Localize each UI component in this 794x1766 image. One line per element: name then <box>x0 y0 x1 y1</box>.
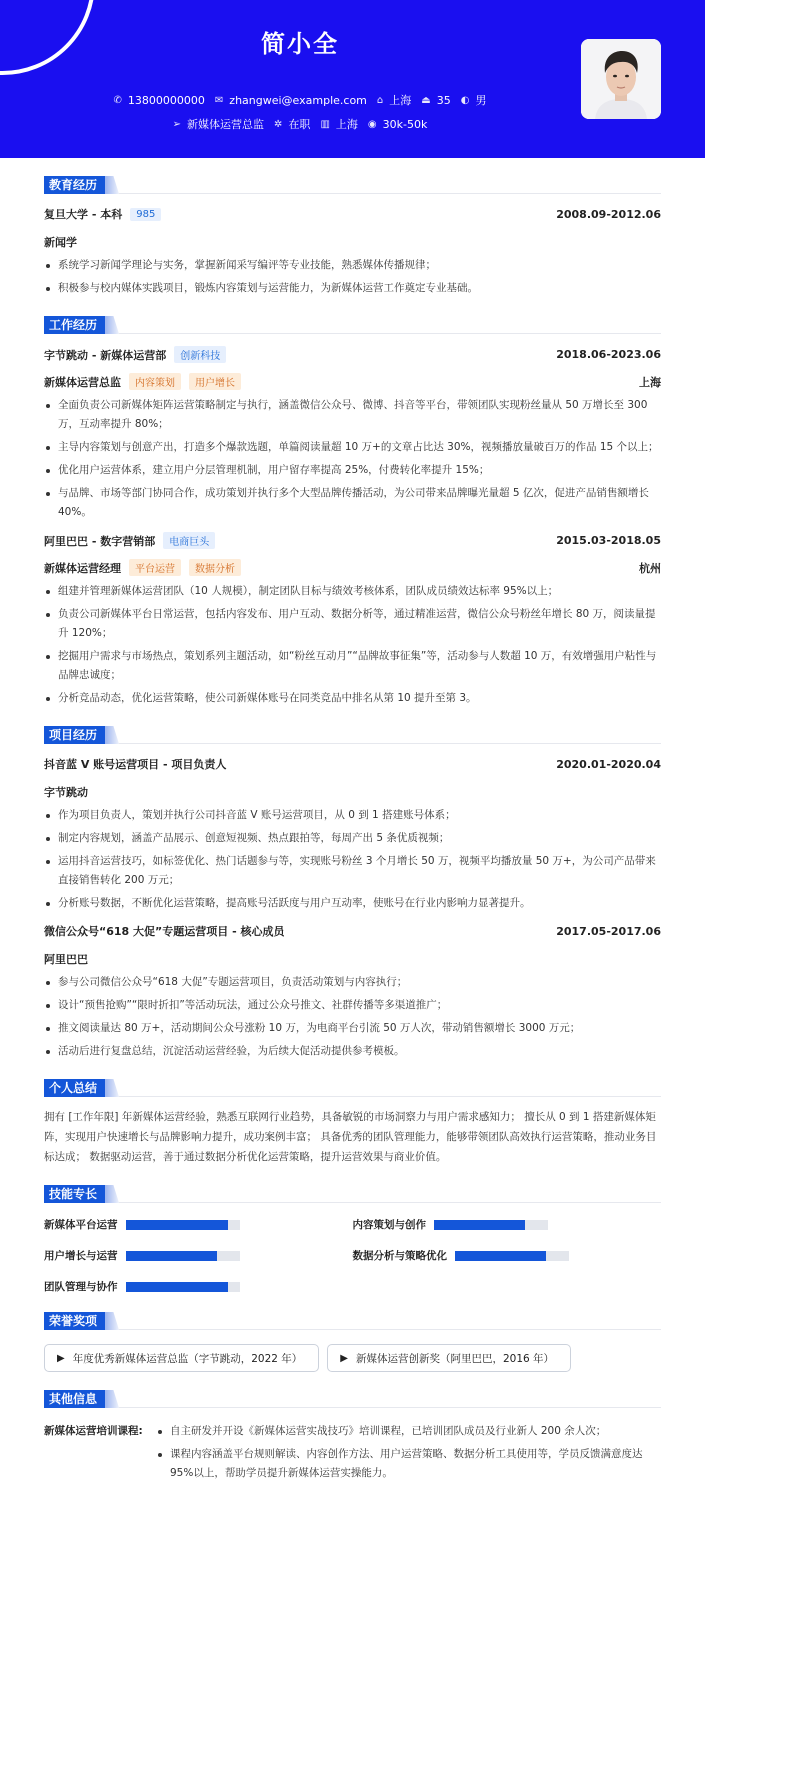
list-item: 主导内容策划与创意产出，打造多个爆款选题，单篇阅读量超 10 万+的文章占比达 30%，视频播放量破百万的作品 15 个以上； <box>44 438 661 457</box>
skill-bar <box>126 1251 240 1261</box>
honor-text: 新媒体运营创新奖（阿里巴巴，2016 年） <box>355 1352 555 1365</box>
projects-section <box>44 726 661 1061</box>
skills-grid <box>44 1217 661 1294</box>
contact-text: 上海 <box>389 94 412 107</box>
resume-header <box>0 0 705 158</box>
company-name: 字节跳动 - 新媒体运营部 <box>44 348 167 362</box>
skill-bar-fill <box>126 1251 217 1261</box>
position: 新媒体运营总监 <box>44 375 121 389</box>
list-item: 设计“预售抢购”“限时折扣”等活动玩法，通过公众号推文、社群传播等多渠道推广； <box>44 996 661 1015</box>
job-bullets <box>44 396 661 522</box>
list-item: 系统学习新闻学理论与实务，掌握新闻采写编评等专业技能，熟悉媒体传播规律； <box>44 256 661 275</box>
job-entry <box>44 346 661 522</box>
skill-bar-fill <box>455 1251 546 1261</box>
list-item: 活动后进行复盘总结，沉淀活动运营经验，为后续大促活动提供参考模板。 <box>44 1042 661 1061</box>
section-title: 其他信息 <box>44 1390 105 1408</box>
company-tag: 电商巨头 <box>163 532 215 549</box>
send-icon: ➢ <box>172 118 182 130</box>
list-item: 推文阅读量达 80 万+，活动期间公众号涨粉 10 万，为电商平台引流 50 万人次，带动销售额增长 3000 万元； <box>44 1019 661 1038</box>
school-name: 复旦大学 - 本科 <box>44 208 123 221</box>
job-entry <box>44 532 661 708</box>
triangle-icon: ▶ <box>57 1352 65 1364</box>
project-name: 微信公众号“618 大促”专题运营项目 - 核心成员 <box>44 925 285 938</box>
skill-tag: 平台运营 <box>129 559 181 576</box>
school-tag: 985 <box>130 208 161 221</box>
intent-item <box>274 116 310 132</box>
skill-label: 新媒体平台运营 <box>44 1219 118 1231</box>
job-city: 杭州 <box>639 561 661 575</box>
list-item: 积极参与校内媒体实践项目，锻炼内容策划与运营能力，为新媒体运营工作奠定专业基础。 <box>44 279 661 298</box>
skill-item <box>353 1217 662 1232</box>
section-title: 工作经历 <box>44 316 105 334</box>
skill-bar <box>434 1220 548 1230</box>
list-item: 优化用户运营体系，建立用户分层管理机制，用户留存率提高 25%，付费转化率提升 15%； <box>44 461 661 480</box>
honors-section <box>44 1312 661 1372</box>
phone-icon: ✆ <box>113 94 122 106</box>
contact-item <box>421 92 450 108</box>
project-org: 阿里巴巴 <box>44 953 88 966</box>
skill-item <box>44 1217 353 1232</box>
skill-item <box>353 1248 662 1263</box>
other-label: 新媒体运营培训课程: <box>44 1425 143 1437</box>
intent-item <box>173 116 264 132</box>
contact-item <box>114 92 205 108</box>
skill-tag: 用户增长 <box>189 373 241 390</box>
skill-tag: 内容策划 <box>129 373 181 390</box>
intent-item <box>320 116 357 132</box>
project-bullets <box>44 806 661 913</box>
skills-section <box>44 1185 661 1294</box>
summary-section <box>44 1079 661 1167</box>
avatar <box>581 39 661 119</box>
skill-label: 团队管理与协作 <box>44 1281 118 1293</box>
project-name: 抖音蓝 V 账号运营项目 - 项目负责人 <box>44 758 227 771</box>
job-date: 2018.06-2023.06 <box>556 348 661 361</box>
job-bullets <box>44 582 661 708</box>
skill-bar-fill <box>126 1220 229 1230</box>
honor-text: 年度优秀新媒体运营总监（字节跳动，2022 年） <box>72 1352 303 1365</box>
list-item: 与品牌、市场等部门协同合作，成功策划并执行多个大型品牌传播活动，为公司带来品牌曝光量超 5 亿次，促进产品销售额增长 40%。 <box>44 484 661 522</box>
section-title: 荣誉奖项 <box>44 1312 105 1330</box>
skill-item <box>44 1248 353 1263</box>
status-icon: ✲ <box>274 118 283 130</box>
building-icon: ▥ <box>320 118 330 130</box>
project-entry <box>44 756 661 913</box>
company-tag: 创新科技 <box>174 346 226 363</box>
education-section <box>44 176 661 298</box>
intent-text: 在职 <box>288 118 311 131</box>
education-bullets <box>44 256 661 298</box>
project-date: 2020.01-2020.04 <box>556 757 661 771</box>
list-item: 自主研发并开设《新媒体运营实战技巧》培训课程，已培训团队成员及行业新人 200 余人次； <box>156 1422 661 1441</box>
honor-item <box>44 1344 319 1372</box>
other-bullets <box>156 1422 661 1487</box>
intent-item <box>368 116 427 132</box>
skill-tag: 数据分析 <box>189 559 241 576</box>
mail-icon: ✉ <box>214 94 224 106</box>
education-date: 2008.09-2012.06 <box>556 207 661 221</box>
intent-text: 新媒体运营总监 <box>187 118 265 131</box>
contact-row <box>0 92 600 108</box>
list-item: 制定内容规划，涵盖产品展示、创意短视频、热点跟拍等，每周产出 5 条优质视频； <box>44 829 661 848</box>
intent-text: 上海 <box>335 118 358 131</box>
skill-label: 用户增长与运营 <box>44 1250 118 1262</box>
other-section <box>44 1390 661 1487</box>
section-title: 技能专长 <box>44 1185 105 1203</box>
intent-text: 30k-50k <box>382 117 428 131</box>
age-icon: ⏏ <box>421 94 431 106</box>
list-item: 参与公司微信公众号“618 大促”专题运营项目，负责活动策划与内容执行； <box>44 973 661 992</box>
position: 新媒体运营经理 <box>44 561 121 575</box>
list-item: 分析账号数据，不断优化运营策略，提高账号活跃度与用户互动率，使账号在行业内影响力显著提升。 <box>44 894 661 913</box>
list-item: 全面负责公司新媒体矩阵运营策略制定与执行，涵盖微信公众号、微博、抖音等平台，带领团队实现粉丝量从 50 万增长至 300 万，互动率提升 80%； <box>44 396 661 434</box>
candidate-name: 简小全 <box>261 30 339 58</box>
skill-label: 数据分析与策略优化 <box>352 1250 447 1262</box>
contact-text: 男 <box>475 94 487 107</box>
skill-item <box>44 1279 353 1294</box>
list-item: 负责公司新媒体平台日常运营，包括内容发布、用户互动、数据分析等，通过精准运营，微信公众号粉丝年增长 80 万，阅读量提升 120%； <box>44 605 661 643</box>
contact-text: 35 <box>436 93 451 107</box>
list-item: 分析竞品动态，优化运营策略，使公司新媒体账号在同类竞品中排名从第 10 提升至第 3。 <box>44 689 661 708</box>
contact-text: zhangwei@example.com <box>229 93 367 107</box>
company-name: 阿里巴巴 - 数字营销部 <box>44 534 156 548</box>
project-org: 字节跳动 <box>44 786 88 799</box>
section-title: 个人总结 <box>44 1079 105 1097</box>
honor-item <box>327 1344 571 1372</box>
contact-item <box>377 92 411 108</box>
contact-text: 13800000000 <box>127 93 205 107</box>
skill-bar <box>126 1282 240 1292</box>
skill-bar-fill <box>126 1282 229 1292</box>
summary-text: 拥有 [工作年限] 年新媒体运营经验，熟悉互联网行业趋势，具备敏锐的市场洞察力与用户需求感知力； 擅长从 0 到 1 搭建新媒体矩阵，实现用户快速增长与品牌影响力提升，成功案例丰富； 具备优秀的团队管理能力，能够带领团队高效执行运营策略，推动业务目标达成； 数据驱动运营，善于通过数据分析优化运营策略，提升运营效果与商业价值。 <box>44 1111 657 1163</box>
triangle-icon: ▶ <box>340 1352 348 1364</box>
list-item: 课程内容涵盖平台规则解读、内容创作方法、用户运营策略、数据分析工具使用等，学员反馈满意度达 95%以上，帮助学员提升新媒体运营实操能力。 <box>156 1445 661 1483</box>
avatar-photo <box>581 39 661 119</box>
list-item: 组建并管理新媒体运营团队（10 人规模），制定团队目标与绩效考核体系，团队成员绩效达标率 95%以上； <box>44 582 661 601</box>
gender-icon: ◐ <box>460 94 470 106</box>
contact-item <box>215 92 367 108</box>
salary-icon: ◉ <box>367 118 377 130</box>
major: 新闻学 <box>44 236 77 249</box>
section-title: 项目经历 <box>44 726 105 744</box>
skill-bar-fill <box>434 1220 525 1230</box>
job-city: 上海 <box>639 375 661 389</box>
contact-item <box>461 92 487 108</box>
project-entry <box>44 923 661 1061</box>
project-date: 2017.05-2017.06 <box>556 924 661 938</box>
list-item: 挖掘用户需求与市场热点，策划系列主题活动，如“粉丝互动月”“品牌故事征集”等，活动参与人数超 10 万，有效增强用户粘性与品牌忠诚度； <box>44 647 661 685</box>
section-title: 教育经历 <box>44 176 105 194</box>
skill-bar <box>455 1251 569 1261</box>
skill-bar <box>126 1220 240 1230</box>
skill-label: 内容策划与创作 <box>352 1219 426 1231</box>
project-bullets <box>44 973 661 1061</box>
work-section <box>44 316 661 708</box>
list-item: 作为项目负责人，策划并执行公司抖音蓝 V 账号运营项目，从 0 到 1 搭建账号体系； <box>44 806 661 825</box>
home-icon: ⌂ <box>376 94 384 106</box>
job-date: 2015.03-2018.05 <box>556 534 661 547</box>
job-intent-row <box>0 116 600 132</box>
list-item: 运用抖音运营技巧，如标签优化、热门话题参与等，实现账号粉丝 3 个月增长 50 万，视频平均播放量 50 万+，为公司产品带来直接销售转化 200 万元； <box>44 852 661 890</box>
